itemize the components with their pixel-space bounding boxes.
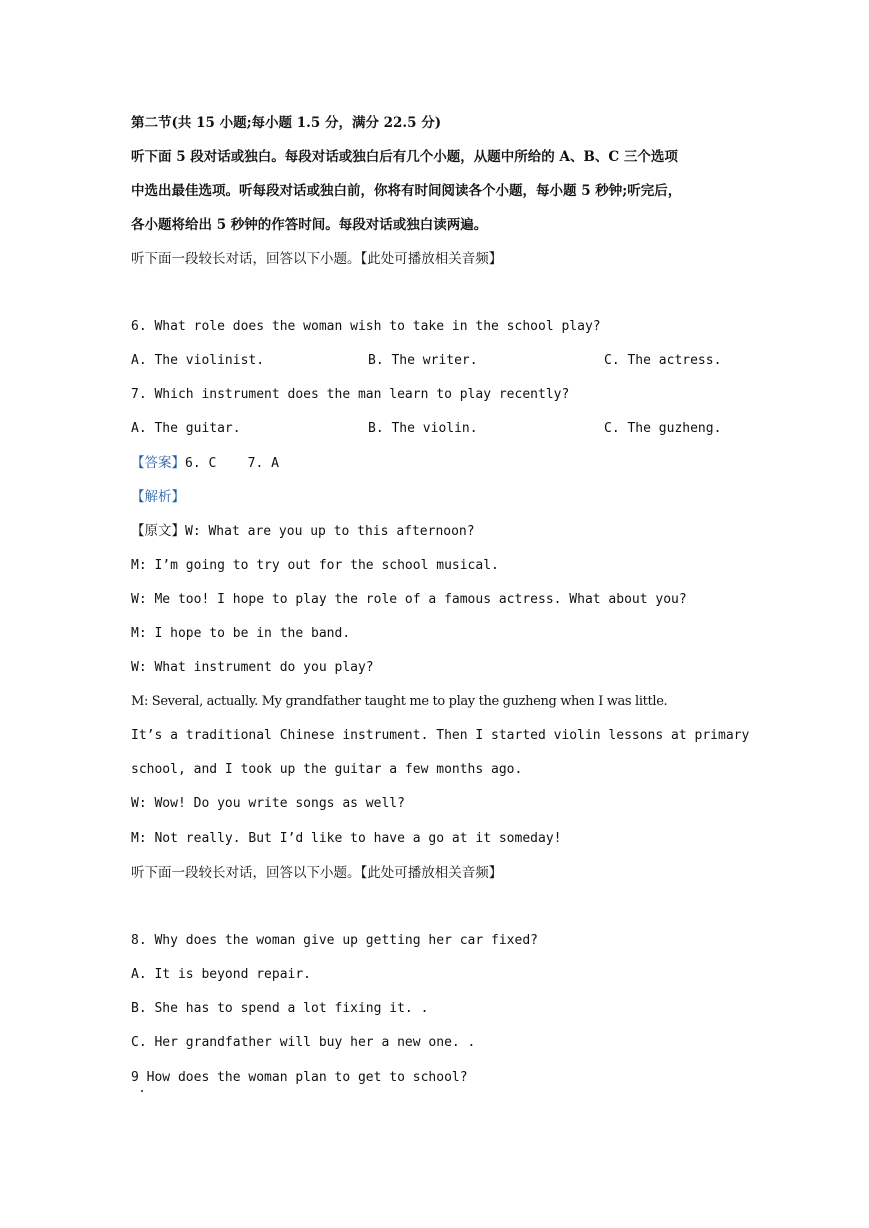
dialogue1-prompt: 听下面一段较长对话，回答以下小题。【此处可播放相关音频】 [131,251,503,267]
q6-question: 6. What role does the woman wish to take in the school play? [131,319,601,334]
q7-option-c: C. The guzheng. [604,421,722,436]
transcript-line-4: M: I hope to be in the band. [131,626,351,641]
q8-option-b: B. She has to spend a lot fixing it. . [131,1001,429,1016]
q6-option-a: A. The violinist. [131,353,265,368]
transcript-line-5: W: What instrument do you play? [131,660,374,675]
stray-dot [141,1090,143,1092]
q7-option-a: A. The guitar. [131,421,241,436]
instruction-line-2: 中选出最佳选项。听每段对话或独白前，你将有时间阅读各个小题，每小题 5 秒钟;听完后， [131,183,682,199]
transcript-line-3: W: Me too! I hope to play the role of a famous actress. What about you? [131,592,687,607]
original-label: 【原文】 [131,523,185,539]
q6-option-b: B. The writer. [368,353,478,368]
transcript-line-6: M: Several, actually. My grandfather taught me to play the guzheng when I was little. [131,694,668,709]
answer-label: 【答案】 [131,455,185,471]
transcript-text-1: W: What are you up to this afternoon? [185,524,475,539]
instruction-line-3: 各小题将给出 5 秒钟的作答时间。每段对话或独白读两遍。 [131,217,488,233]
transcript-line-2: M: I’m going to try out for the school musical. [131,558,499,573]
q7-question: 7. Which instrument does the man learn to play recently? [131,387,570,402]
transcript-line-1 [131,522,475,541]
transcript-line-7: It’s a traditional Chinese instrument. Then I started violin lessons at primary [131,728,750,743]
q9-question: 9 How does the woman plan to get to school? [131,1070,468,1085]
q8-option-c: C. Her grandfather will buy her a new one. . [131,1035,476,1050]
analysis-label: 【解析】 [131,489,185,505]
q8-option-a: A. It is beyond repair. [131,967,312,982]
transcript-line-10: M: Not really. But I’d like to have a go at it someday! [131,831,562,846]
dialogue2-prompt: 听下面一段较长对话，回答以下小题。【此处可播放相关音频】 [131,865,503,881]
answer-text: 6. C 7. A [185,456,279,471]
q7-option-b: B. The violin. [368,421,478,436]
q8-question: 8. Why does the woman give up getting her car fixed? [131,933,538,948]
answer-line [131,454,279,473]
section-heading: 第二节(共 15 小题;每小题 1.5 分，满分 22.5 分) [131,115,442,131]
instruction-line-1: 听下面 5 段对话或独白。每段对话或独白后有几个小题，从题中所给的 A、B、C 三个选项 [131,149,678,165]
q6-option-c: C. The actress. [604,353,722,368]
transcript-line-9: W: Wow! Do you write songs as well? [131,796,405,811]
transcript-line-8: school, and I took up the guitar a few months ago. [131,762,523,777]
